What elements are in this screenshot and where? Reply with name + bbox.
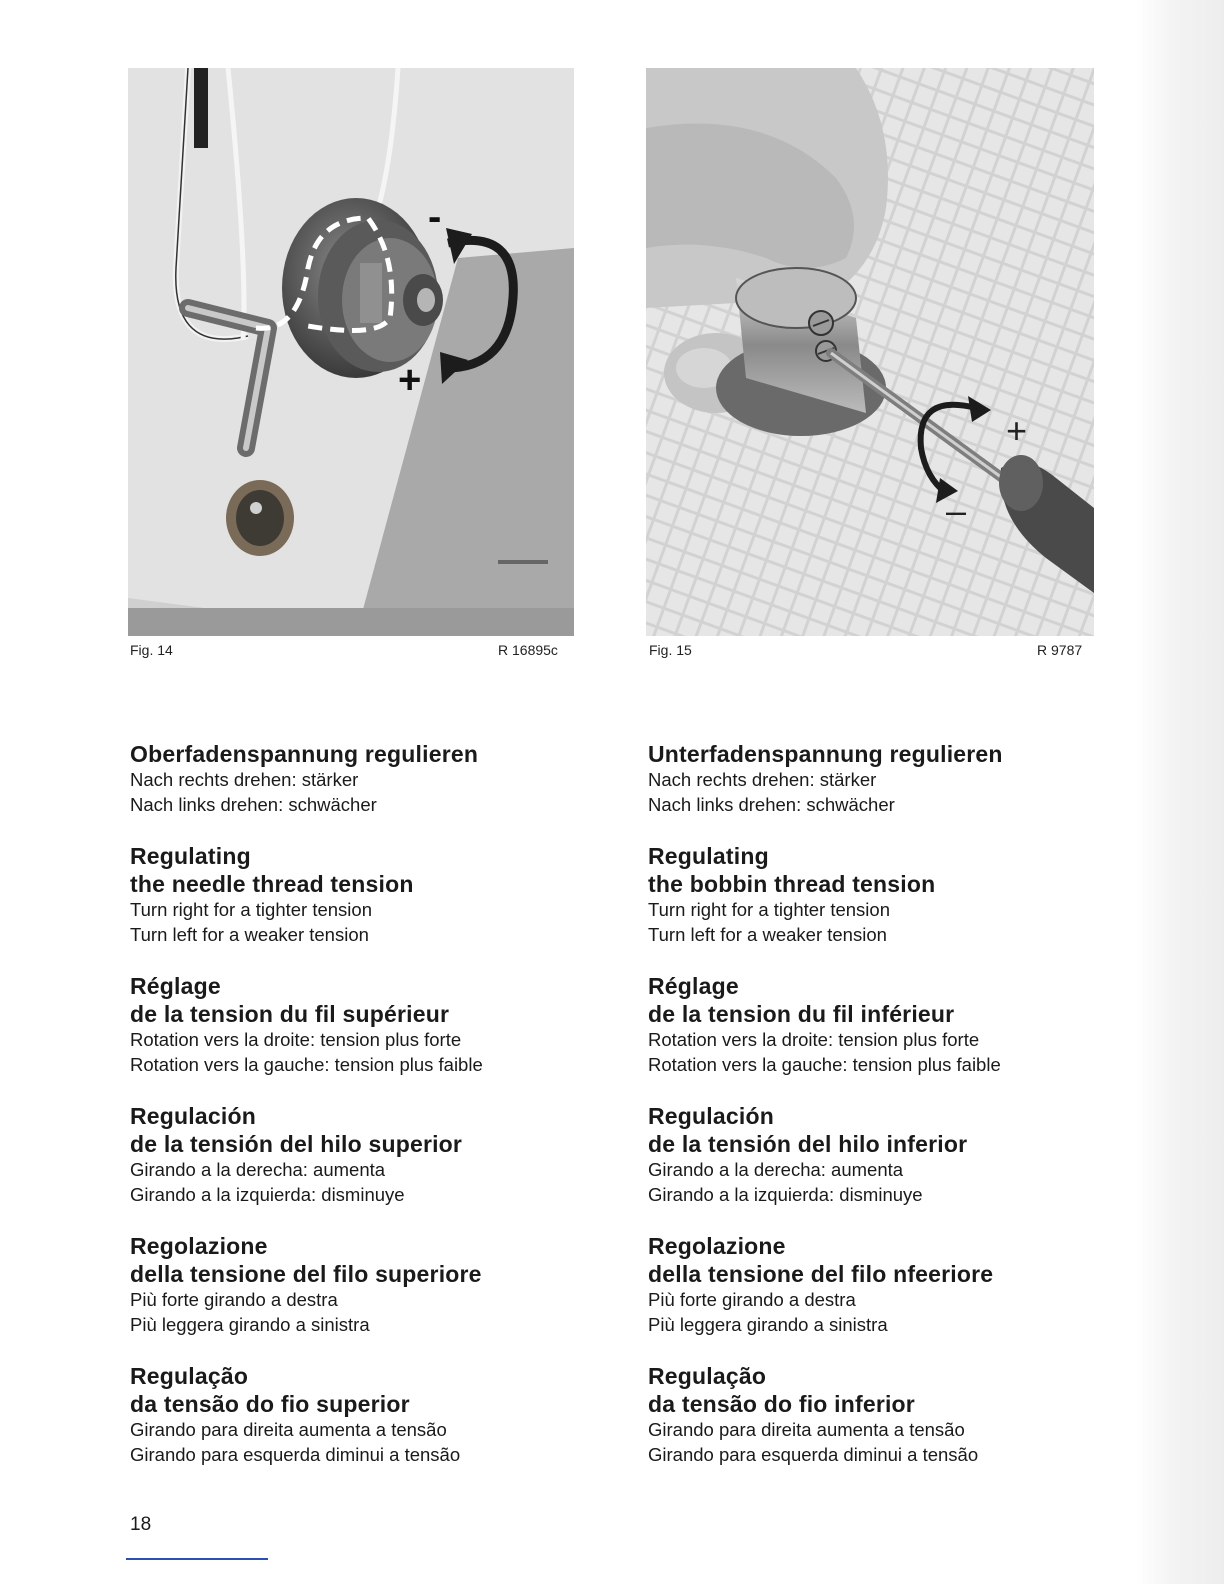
section-heading: the needle thread tension [130, 871, 414, 897]
section-heading: de la tensión del hilo superior [130, 1131, 463, 1157]
instruction-line: Nach links drehen: schwächer [648, 793, 895, 815]
instruction-line: Più forte girando a destra [648, 1289, 856, 1310]
section-heading: de la tension du fil supérieur [130, 1001, 450, 1027]
tension-plus-sign: + [1006, 410, 1028, 451]
instruction-line: Turn left for a weaker tension [648, 923, 887, 945]
page-number: 18 [130, 1514, 152, 1535]
upper-tension-dial-illustration [128, 68, 574, 636]
section-heading: Regulación [648, 1103, 774, 1129]
instruction-line: Più forte girando a destra [130, 1289, 338, 1310]
instruction-section [648, 1232, 1118, 1337]
instruction-line: Più leggera girando a sinistra [648, 1313, 888, 1335]
section-heading: Regolazione [648, 1233, 786, 1259]
instruction-line: Girando para direita aumenta a tensão [130, 1419, 447, 1440]
section-heading: Regulating [648, 843, 769, 869]
instruction-line: Rotation vers la gauche: tension plus faible [648, 1053, 1001, 1075]
instruction-line: Girando para direita aumenta a tensão [648, 1419, 965, 1440]
instruction-line: Nach rechts drehen: stärker [648, 769, 877, 790]
section-heading: Regulación [130, 1103, 256, 1129]
section-heading: Réglage [130, 973, 221, 999]
instruction-section [130, 1102, 600, 1207]
instruction-section [130, 1362, 600, 1467]
section-heading: Regulação [130, 1363, 249, 1389]
instruction-line: Rotation vers la droite: tension plus forte [130, 1029, 462, 1050]
section-heading: Oberfadenspannung regulieren [130, 741, 479, 767]
instruction-line: Rotation vers la gauche: tension plus faible [130, 1053, 483, 1075]
footer-rule [126, 1558, 268, 1560]
instruction-section [648, 740, 1118, 817]
instruction-line: Turn right for a tighter tension [130, 899, 372, 920]
instruction-line: Girando a la derecha: aumenta [648, 1159, 904, 1180]
section-heading: Regulação [648, 1363, 767, 1389]
section-heading: della tensione del filo nfeeriore [648, 1261, 994, 1287]
section-heading: da tensão do fio inferior [648, 1391, 915, 1417]
instruction-line: Girando a la izquierda: disminuye [648, 1183, 923, 1205]
section-heading: the bobbin thread tension [648, 871, 936, 897]
fig-14-caption: Fig. 14 [130, 642, 173, 658]
instruction-line: Girando a la derecha: aumenta [130, 1159, 386, 1180]
instruction-line: Nach links drehen: schwächer [130, 793, 377, 815]
fig-15-caption: Fig. 15 [649, 642, 692, 658]
instruction-section [648, 1362, 1118, 1467]
bobbin-case-screwdriver-illustration [646, 68, 1094, 636]
instruction-line: Girando para esquerda diminui a tensão [130, 1443, 461, 1465]
fig-15-code: R 9787 [1037, 642, 1083, 658]
section-heading: Regulating [130, 843, 251, 869]
section-heading: Regolazione [130, 1233, 268, 1259]
section-heading: de la tension du fil inférieur [648, 1001, 955, 1027]
instruction-line: Rotation vers la droite: tension plus forte [648, 1029, 980, 1050]
instruction-section [130, 1232, 600, 1337]
figure-15-bobbin-tension-photo [646, 68, 1094, 636]
tension-minus-sign: - [428, 195, 442, 239]
section-heading: Unterfadenspannung regulieren [648, 741, 1003, 767]
instruction-line: Turn left for a weaker tension [130, 923, 369, 945]
instruction-line: Più leggera girando a sinistra [130, 1313, 370, 1335]
instruction-section [130, 842, 600, 947]
tension-plus-sign: + [398, 358, 422, 402]
instruction-line: Girando a la izquierda: disminuye [130, 1183, 405, 1205]
instruction-line: Turn right for a tighter tension [648, 899, 890, 920]
instruction-line: Girando para esquerda diminui a tensão [648, 1443, 979, 1465]
instruction-section [648, 1102, 1118, 1207]
fig-14-code: R 16895c [498, 642, 558, 658]
section-heading: de la tensión del hilo inferior [648, 1131, 968, 1157]
figure-14-upper-tension-photo [128, 68, 574, 636]
instruction-section [648, 842, 1118, 947]
instruction-section [130, 972, 600, 1077]
page-edge-shadow [1136, 0, 1224, 1584]
section-heading: Réglage [648, 973, 739, 999]
bobbin-thread-instructions [648, 740, 1118, 1492]
section-heading: da tensão do fio superior [130, 1391, 410, 1417]
instruction-section [130, 740, 600, 817]
instruction-section [648, 972, 1118, 1077]
instruction-line: Nach rechts drehen: stärker [130, 769, 359, 790]
section-heading: della tensione del filo superiore [130, 1261, 482, 1287]
tension-minus-sign: – [946, 490, 967, 531]
upper-thread-instructions [130, 740, 600, 1492]
